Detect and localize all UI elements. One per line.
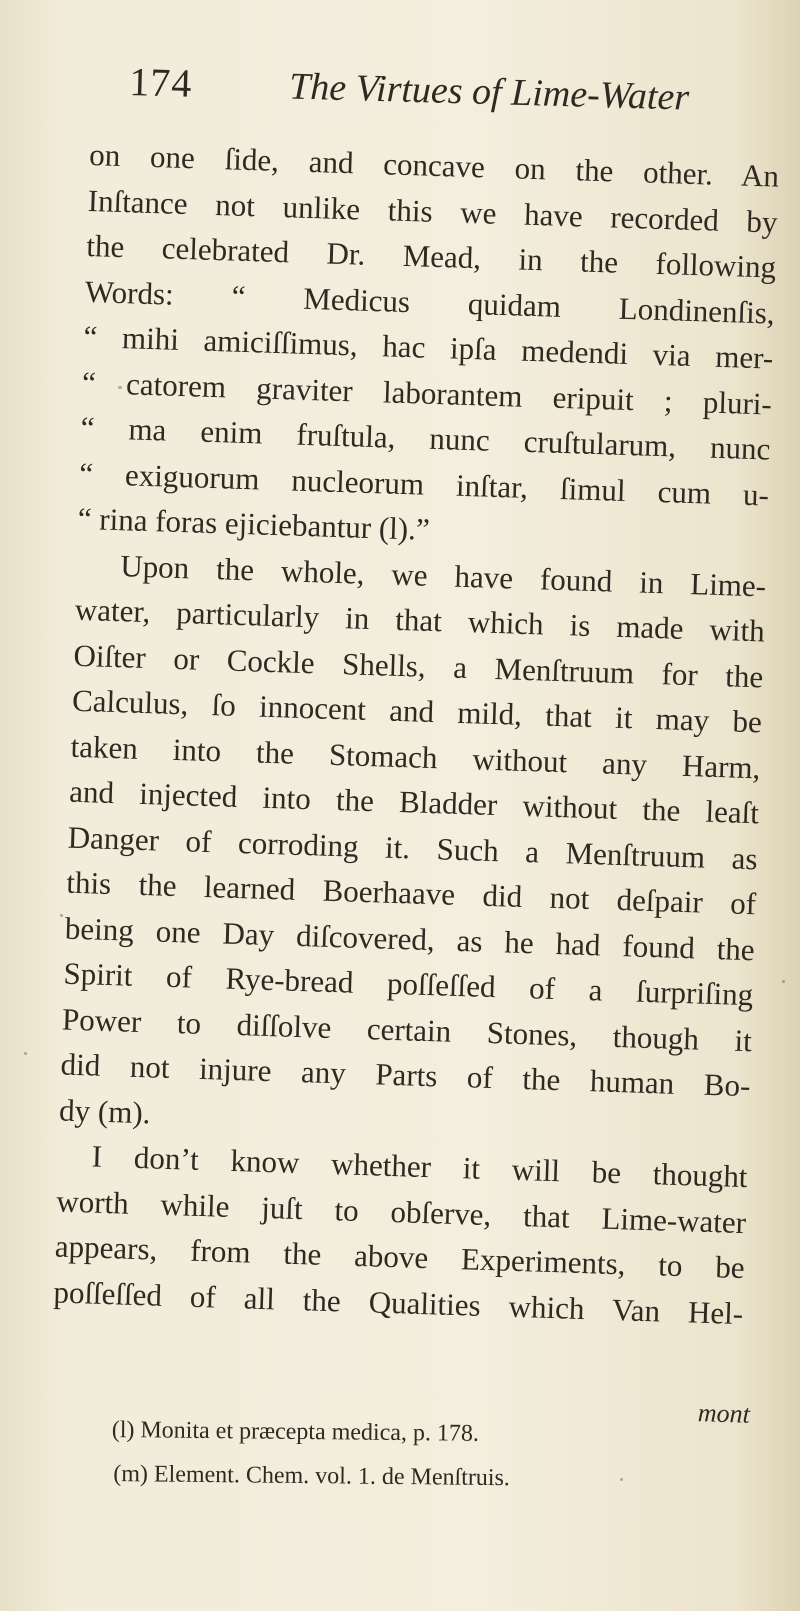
text-line: on one ſide, and concave on the other. An bbox=[88, 136, 780, 194]
catchword: mont bbox=[697, 1398, 751, 1429]
text-line: this the learned Boerhaave did not deſpair of bbox=[65, 864, 757, 922]
text-line: Oiſter or Cockle Shells, a Menſtruum for the bbox=[73, 637, 764, 694]
footnotes bbox=[111, 1408, 752, 1503]
text-line: Calculus, ſo innocent and mild, that it may be bbox=[71, 682, 763, 740]
text-line: “ ma enim fruſtula, nunc cruſtularum, nunc bbox=[80, 409, 771, 467]
paper-speck bbox=[24, 1052, 27, 1055]
text-line: worth while juſt to obſerve, that Lime-water bbox=[55, 1182, 747, 1240]
text-line: “ mihi amiciſſimus, hac ipſa medendi via mer- bbox=[83, 318, 774, 376]
text-line: poſſeſſed of all the Qualities which Van Hel- bbox=[53, 1273, 744, 1331]
text-line: did not injure any Parts of the human Bo- bbox=[60, 1046, 751, 1104]
text-line: “ rina foras ejiciebantur (l).” bbox=[77, 500, 431, 547]
paper-speck bbox=[60, 914, 63, 917]
text-line: Danger of corroding it. Such a Menſtruum as bbox=[67, 819, 759, 876]
body-text bbox=[53, 132, 780, 1336]
running-title: The Virtues of Lime-Water bbox=[288, 65, 690, 119]
text-line: being one Day diſcovered, as he had found the bbox=[64, 910, 756, 967]
text-line: Power to diſſolve certain Stones, though it bbox=[61, 1001, 753, 1058]
text-line: Words: “ Medicus quidam Londinenſis, bbox=[84, 273, 776, 331]
paper-speck bbox=[620, 1478, 623, 1481]
text-line: “ exiguorum nucleorum inſtar, ſimul cum u- bbox=[78, 455, 770, 512]
text-line: Upon the whole, we have found in Lime- bbox=[119, 547, 767, 603]
text-line: and injected into the Bladder without the leaſt bbox=[68, 773, 760, 831]
paper-speck bbox=[782, 980, 785, 983]
text-line: I don’t know whether it will be thought bbox=[91, 1138, 749, 1195]
footnote-m: (m) Element. Chem. vol. 1. de Menſtruis. bbox=[113, 1461, 511, 1492]
page-header bbox=[128, 58, 729, 135]
text-line: appears, from the above Experiments, to be bbox=[54, 1228, 746, 1286]
text-line: the celebrated Dr. Mead, in the following bbox=[85, 227, 777, 285]
footnote-l: (l) Monita et præcepta medica, p. 178. bbox=[111, 1416, 480, 1447]
text-line: Inſtance not unlike this we have recorded by bbox=[87, 182, 779, 240]
text-line: “ catorem graviter laborantem eripuit ; pluri- bbox=[81, 364, 773, 422]
text-line: taken into the Stomach without any Harm, bbox=[70, 728, 761, 785]
text-line: water, particularly in that which is made with bbox=[74, 591, 766, 649]
page-number: 174 bbox=[128, 58, 193, 106]
text-line: Spirit of Rye-bread poſſeſſed of a ſurpriſing bbox=[63, 955, 754, 1013]
text-line: dy (m). bbox=[58, 1092, 152, 1130]
paper-speck bbox=[118, 386, 122, 389]
